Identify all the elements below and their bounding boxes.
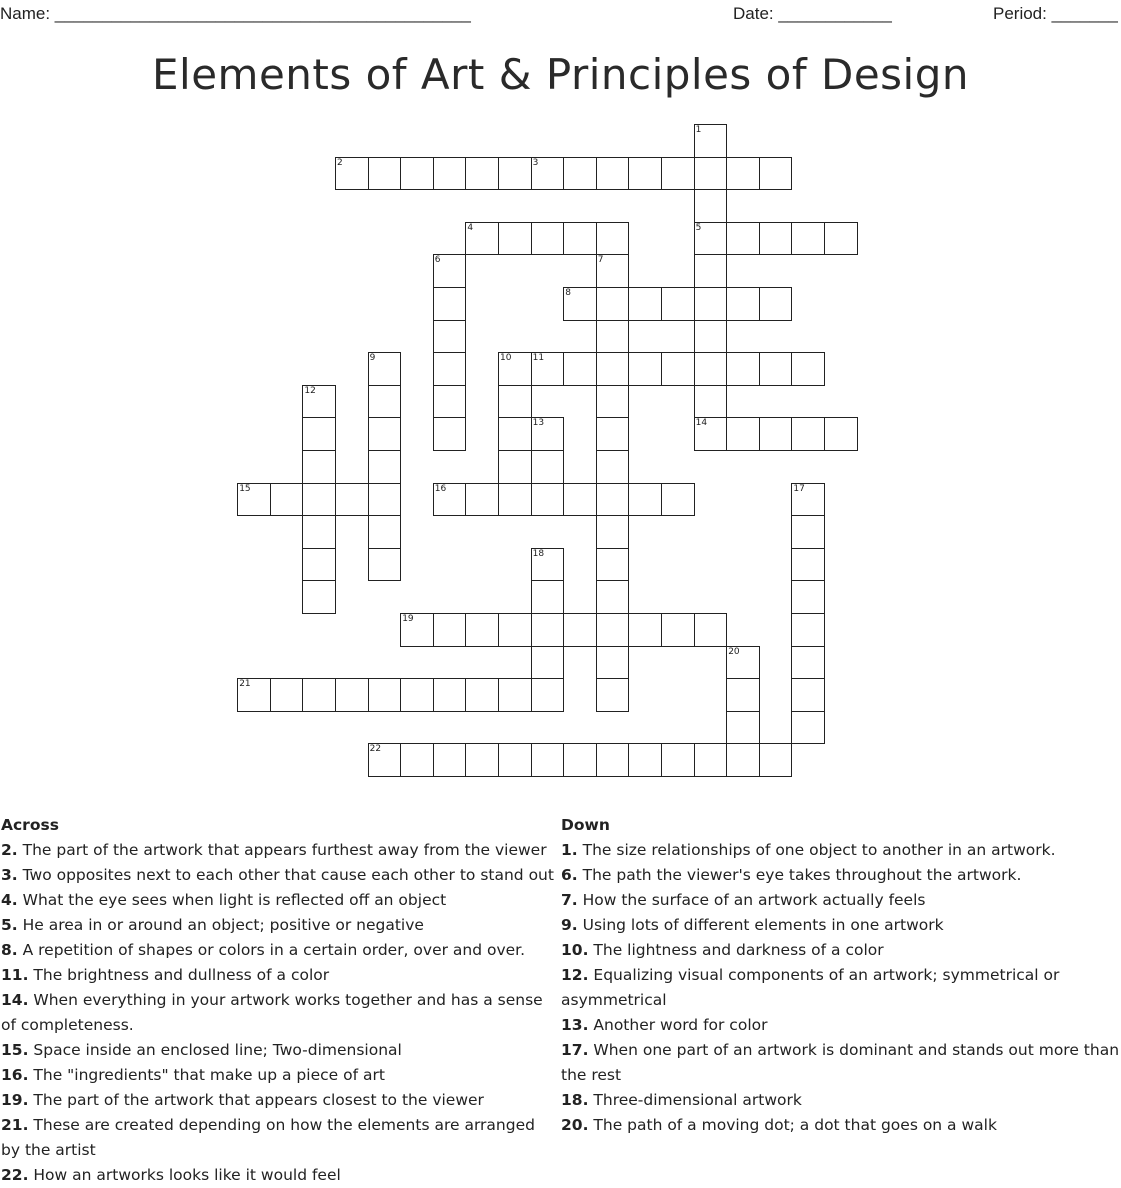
clue-number-label: 4	[467, 222, 474, 233]
grid-cell[interactable]	[563, 613, 597, 647]
grid-cell[interactable]	[628, 483, 662, 517]
grid-cell[interactable]	[433, 417, 467, 451]
grid-cell[interactable]	[759, 743, 793, 777]
grid-cell[interactable]	[661, 613, 695, 647]
grid-cell[interactable]	[531, 157, 565, 191]
grid-cell[interactable]	[596, 222, 630, 256]
across-clue	[1, 1063, 556, 1088]
grid-cell[interactable]	[368, 515, 402, 549]
clue-number-label: 12	[304, 385, 316, 396]
grid-cell[interactable]	[465, 157, 499, 191]
grid-cell[interactable]	[694, 124, 728, 158]
grid-cell[interactable]	[726, 711, 760, 745]
grid-cell[interactable]	[791, 613, 825, 647]
grid-cell[interactable]	[726, 222, 760, 256]
clue-number-label: 5	[695, 222, 702, 233]
clue-text: The path the viewer's eye takes throughout the artwork.	[577, 866, 1022, 884]
grid-cell[interactable]	[596, 483, 630, 517]
clue-text: Two opposites next to each other that cause each other to stand out	[17, 866, 554, 884]
grid-cell[interactable]	[726, 417, 760, 451]
grid-cell[interactable]	[791, 222, 825, 256]
grid-cell[interactable]	[694, 287, 728, 321]
across-clue	[1, 988, 556, 1038]
grid-cell[interactable]	[596, 320, 630, 354]
grid-cell[interactable]	[302, 548, 336, 582]
grid-cell[interactable]	[465, 743, 499, 777]
grid-cell[interactable]	[302, 483, 336, 517]
grid-cell[interactable]	[270, 483, 304, 517]
grid-cell[interactable]	[596, 385, 630, 419]
clue-text: How the surface of an artwork actually feels	[577, 891, 926, 909]
grid-cell[interactable]	[563, 222, 597, 256]
clue-number-label: 16	[434, 483, 447, 494]
grid-cell[interactable]	[531, 678, 565, 712]
grid-cell[interactable]	[694, 254, 728, 288]
grid-cell[interactable]	[694, 222, 728, 256]
grid-cell[interactable]	[563, 287, 597, 321]
grid-cell[interactable]	[498, 352, 532, 386]
grid-cell[interactable]	[465, 678, 499, 712]
grid-cell[interactable]	[596, 580, 630, 614]
grid-cell[interactable]	[498, 743, 532, 777]
clue-number: 18.	[561, 1091, 589, 1109]
grid-cell[interactable]	[531, 743, 565, 777]
across-clues	[1, 813, 556, 1188]
grid-cell[interactable]	[400, 743, 434, 777]
grid-cell[interactable]	[433, 287, 467, 321]
grid-cell[interactable]	[694, 157, 728, 191]
clue-number: 19.	[1, 1091, 29, 1109]
clue-number: 12.	[561, 966, 589, 984]
grid-cell[interactable]	[368, 743, 402, 777]
grid-cell[interactable]	[791, 352, 825, 386]
grid-cell[interactable]	[531, 483, 565, 517]
grid-cell[interactable]	[531, 450, 565, 484]
grid-cell[interactable]	[824, 417, 858, 451]
grid-cell[interactable]	[302, 580, 336, 614]
clue-number-label: 22	[369, 744, 382, 755]
grid-cell[interactable]	[498, 678, 532, 712]
clue-number: 13.	[561, 1016, 589, 1034]
clue-number: 22.	[1, 1166, 29, 1184]
grid-cell[interactable]	[661, 287, 695, 321]
grid-cell[interactable]	[726, 743, 760, 777]
clue-text: When one part of an artwork is dominant and stands out more than the rest	[561, 1041, 1120, 1084]
clue-text: The part of the artwork that appears furthest away from the viewer	[17, 841, 547, 859]
grid-cell[interactable]	[791, 548, 825, 582]
grid-cell[interactable]	[759, 222, 793, 256]
period-field[interactable]: Period: _______	[993, 4, 1118, 23]
grid-cell[interactable]	[335, 678, 369, 712]
clue-number: 10.	[561, 941, 589, 959]
clue-number-label: 2	[337, 157, 343, 168]
clue-number-label: 1	[695, 125, 702, 135]
grid-cell[interactable]	[596, 352, 630, 386]
grid-cell[interactable]	[498, 483, 532, 517]
clue-number: 4.	[1, 891, 18, 909]
grid-cell[interactable]	[368, 157, 402, 191]
grid-cell[interactable]	[596, 254, 630, 288]
clue-number-label: 21	[239, 679, 251, 690]
grid-cell[interactable]	[694, 385, 728, 419]
down-heading: Down	[561, 816, 610, 834]
clue-number-label: 9	[369, 353, 376, 364]
grid-cell[interactable]	[498, 385, 532, 419]
grid-cell[interactable]	[791, 417, 825, 451]
clue-number-label: 19	[402, 614, 414, 624]
grid-cell[interactable]	[563, 352, 597, 386]
grid-cell[interactable]	[433, 320, 467, 354]
grid-cell[interactable]	[563, 157, 597, 191]
grid-cell[interactable]	[759, 417, 793, 451]
grid-cell[interactable]	[498, 450, 532, 484]
grid-cell[interactable]	[400, 678, 434, 712]
clue-number: 6.	[561, 866, 578, 884]
grid-cell[interactable]	[791, 515, 825, 549]
grid-cell[interactable]	[498, 417, 532, 451]
clue-text: What the eye sees when light is reflected off an object	[17, 891, 447, 909]
grid-cell[interactable]	[791, 646, 825, 680]
clue-number: 11.	[1, 966, 29, 984]
grid-cell[interactable]	[465, 483, 499, 517]
clue-number: 1.	[561, 841, 578, 859]
clue-text: The size relationships of one object to another in an artwork.	[577, 841, 1056, 859]
clue-number: 21.	[1, 1116, 29, 1134]
down-clue	[561, 963, 1121, 1013]
grid-cell[interactable]	[596, 646, 630, 680]
grid-cell[interactable]	[759, 352, 793, 386]
clue-number: 9.	[561, 916, 578, 934]
clue-number: 14.	[1, 991, 29, 1009]
grid-cell[interactable]	[791, 580, 825, 614]
clue-number: 8.	[1, 941, 18, 959]
clue-text: Using lots of different elements in one artwork	[577, 916, 944, 934]
clue-text: Space inside an enclosed line; Two-dimensional	[28, 1041, 402, 1059]
grid-cell[interactable]	[302, 417, 336, 451]
grid-cell[interactable]	[726, 678, 760, 712]
date-field[interactable]: Date: ____________	[733, 4, 892, 23]
grid-cell[interactable]	[433, 743, 467, 777]
across-clue	[1, 1113, 556, 1163]
grid-cell[interactable]	[302, 515, 336, 549]
clue-number-label: 15	[239, 483, 251, 494]
grid-cell[interactable]	[368, 385, 402, 419]
grid-cell[interactable]	[400, 157, 434, 191]
grid-cell[interactable]	[596, 613, 630, 647]
grid-cell[interactable]	[498, 222, 532, 256]
clue-number-label: 11	[532, 353, 545, 364]
clue-number-label: 8	[565, 288, 571, 298]
grid-cell[interactable]	[433, 385, 467, 419]
grid-cell[interactable]	[335, 483, 369, 517]
clue-number-label: 17	[793, 483, 805, 494]
clue-number-label: 7	[597, 255, 604, 266]
down-clue	[561, 1113, 1121, 1138]
clue-number: 20.	[561, 1116, 589, 1134]
down-clue	[561, 863, 1121, 888]
clue-text: The path of a moving dot; a dot that goes on a walk	[588, 1116, 997, 1134]
grid-cell[interactable]	[498, 157, 532, 191]
across-clue	[1, 1038, 556, 1063]
clue-text: The lightness and darkness of a color	[588, 941, 884, 959]
grid-cell[interactable]	[531, 222, 565, 256]
grid-cell[interactable]	[302, 678, 336, 712]
across-heading: Across	[1, 816, 59, 834]
grid-cell[interactable]	[433, 254, 467, 288]
clue-number: 15.	[1, 1041, 29, 1059]
clue-text: Equalizing visual components of an artwork; symmetrical or asymmetrical	[561, 966, 1060, 1009]
grid-cell[interactable]	[433, 613, 467, 647]
grid-cell[interactable]	[628, 613, 662, 647]
clue-text: Another word for color	[588, 1016, 768, 1034]
grid-cell[interactable]	[661, 352, 695, 386]
across-clue	[1, 1163, 556, 1188]
grid-cell[interactable]	[368, 417, 402, 451]
grid-cell[interactable]	[694, 189, 728, 223]
across-clue	[1, 938, 556, 963]
down-clue	[561, 1038, 1121, 1088]
clue-text: A repetition of shapes or colors in a certain order, over and over.	[17, 941, 526, 959]
clue-text: He area in or around an object; positive or negative	[17, 916, 424, 934]
clue-number-label: 3	[532, 157, 539, 168]
grid-cell[interactable]	[726, 157, 760, 191]
grid-cell[interactable]	[694, 743, 728, 777]
grid-cell[interactable]	[596, 678, 630, 712]
clue-text: How an artworks looks like it would feel	[28, 1166, 341, 1184]
grid-cell[interactable]	[628, 287, 662, 321]
grid-cell[interactable]	[368, 678, 402, 712]
clue-number: 2.	[1, 841, 18, 859]
grid-cell[interactable]	[368, 483, 402, 517]
grid-cell[interactable]	[596, 417, 630, 451]
grid-cell[interactable]	[694, 352, 728, 386]
clue-number-label: 20	[728, 646, 740, 657]
clue-number-label: 13	[532, 418, 545, 429]
across-clue	[1, 838, 556, 863]
across-clue	[1, 963, 556, 988]
clue-text: The "ingredients" that make up a piece of art	[28, 1066, 385, 1084]
grid-cell[interactable]	[791, 678, 825, 712]
grid-cell[interactable]	[661, 157, 695, 191]
grid-cell[interactable]	[661, 483, 695, 517]
clue-number-label: 14	[695, 418, 708, 429]
clue-number-label: 6	[434, 255, 441, 266]
clue-text: The brightness and dullness of a color	[28, 966, 330, 984]
grid-cell[interactable]	[368, 450, 402, 484]
grid-cell[interactable]	[661, 743, 695, 777]
clue-number-label: 18	[532, 548, 545, 559]
clue-number-label: 10	[500, 353, 512, 364]
grid-cell[interactable]	[628, 352, 662, 386]
down-clue	[561, 888, 1121, 913]
grid-cell[interactable]	[237, 483, 271, 517]
clue-number: 5.	[1, 916, 18, 934]
down-clue	[561, 838, 1121, 863]
down-clues	[561, 813, 1121, 1138]
grid-cell[interactable]	[433, 352, 467, 386]
grid-cell[interactable]	[563, 743, 597, 777]
down-clue	[561, 1013, 1121, 1038]
grid-cell[interactable]	[759, 287, 793, 321]
grid-cell[interactable]	[270, 678, 304, 712]
grid-cell[interactable]	[759, 157, 793, 191]
clue-number: 17.	[561, 1041, 589, 1059]
grid-cell[interactable]	[433, 157, 467, 191]
grid-cell[interactable]	[791, 483, 825, 517]
grid-cell[interactable]	[433, 678, 467, 712]
clue-text: These are created depending on how the elements are arranged by the artist	[1, 1116, 535, 1159]
grid-cell[interactable]	[694, 320, 728, 354]
clue-number: 7.	[561, 891, 578, 909]
grid-cell[interactable]	[726, 287, 760, 321]
grid-cell[interactable]	[694, 417, 728, 451]
grid-cell[interactable]	[726, 352, 760, 386]
grid-cell[interactable]	[596, 157, 630, 191]
clue-text: Three-dimensional artwork	[588, 1091, 802, 1109]
grid-cell[interactable]	[531, 548, 565, 582]
grid-cell[interactable]	[498, 613, 532, 647]
grid-cell[interactable]	[596, 450, 630, 484]
across-clue	[1, 1088, 556, 1113]
grid-cell[interactable]	[531, 417, 565, 451]
across-clue	[1, 888, 556, 913]
grid-cell[interactable]	[465, 613, 499, 647]
down-clue	[561, 1088, 1121, 1113]
grid-cell[interactable]	[628, 157, 662, 191]
grid-cell[interactable]	[400, 613, 434, 647]
grid-cell[interactable]	[531, 352, 565, 386]
grid-cell[interactable]	[824, 222, 858, 256]
grid-cell[interactable]	[368, 548, 402, 582]
down-clue	[561, 938, 1121, 963]
across-clue	[1, 913, 556, 938]
down-clue	[561, 913, 1121, 938]
grid-cell[interactable]	[628, 743, 662, 777]
clue-number: 16.	[1, 1066, 29, 1084]
grid-cell[interactable]	[596, 515, 630, 549]
grid-cell[interactable]	[237, 678, 271, 712]
grid-cell[interactable]	[596, 287, 630, 321]
grid-cell[interactable]	[563, 483, 597, 517]
across-clue	[1, 863, 556, 888]
grid-cell[interactable]	[531, 613, 565, 647]
grid-cell[interactable]	[302, 385, 336, 419]
grid-cell[interactable]	[433, 483, 467, 517]
clue-text: When everything in your artwork works together and has a sense of completeness.	[1, 991, 543, 1034]
clue-number: 3.	[1, 866, 18, 884]
grid-cell[interactable]	[302, 450, 336, 484]
grid-cell[interactable]	[694, 613, 728, 647]
grid-cell[interactable]	[531, 646, 565, 680]
grid-cell[interactable]	[726, 646, 760, 680]
grid-cell[interactable]	[596, 548, 630, 582]
grid-cell[interactable]	[465, 222, 499, 256]
grid-cell[interactable]	[531, 580, 565, 614]
grid-cell[interactable]	[368, 352, 402, 386]
grid-cell[interactable]	[596, 743, 630, 777]
clue-text: The part of the artwork that appears closest to the viewer	[28, 1091, 484, 1109]
grid-cell[interactable]	[791, 711, 825, 745]
name-field[interactable]: Name: ____________________________________________	[0, 4, 471, 23]
page-title: Elements of Art & Principles of Design	[151, 50, 970, 99]
grid-cell[interactable]	[335, 157, 369, 191]
